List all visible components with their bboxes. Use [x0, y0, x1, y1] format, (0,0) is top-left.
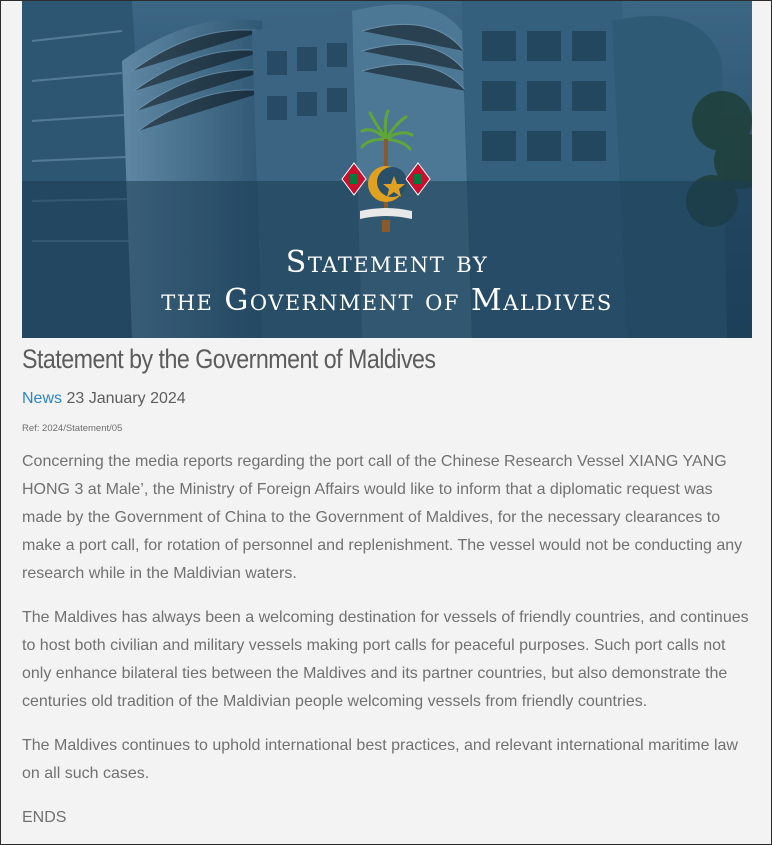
article-date: 23 January 2024 [66, 390, 186, 407]
hero-banner [22, 1, 752, 338]
paragraph-3: The Maldives continues to uphold international best practices, and relevant international maritime law on all such cases. [22, 737, 738, 782]
page-title: Statement by the Government of Maldives [22, 344, 436, 374]
reference-number: Ref: 2024/Statement/05 [22, 423, 123, 434]
paragraph-1: Concerning the media reports regarding the port call of the Chinese Research Vessel XIANG YANG HONG 3 at Male’, the Ministry of Foreign Affairs would like to inform that a diplomatic request was made by the Government of China to the Government of Maldives, for the necessary clearances to make a port call, for rotation of personnel and replenishment. The vessel would not be conducting any research while in the Maldivian waters. [22, 453, 743, 582]
article [22, 342, 757, 832]
hero-title-line2: the Government of Maldives [161, 283, 613, 318]
hero-title-line1: Statement by [285, 245, 489, 280]
paragraph-ends: ENDS [22, 809, 67, 826]
paragraph-2: The Maldives has always been a welcoming destination for vessels of friendly countries, and continues to host both civilian and military vessels making port calls for peaceful purposes. Such port calls not only enhance bilateral ties between the Maldives and its partner countries, but also demonstrate the centuries old tradition of the Maldivian people welcoming vessels from friendly countries. [22, 609, 749, 710]
category-link[interactable]: News [22, 390, 63, 407]
article-meta [22, 390, 757, 408]
